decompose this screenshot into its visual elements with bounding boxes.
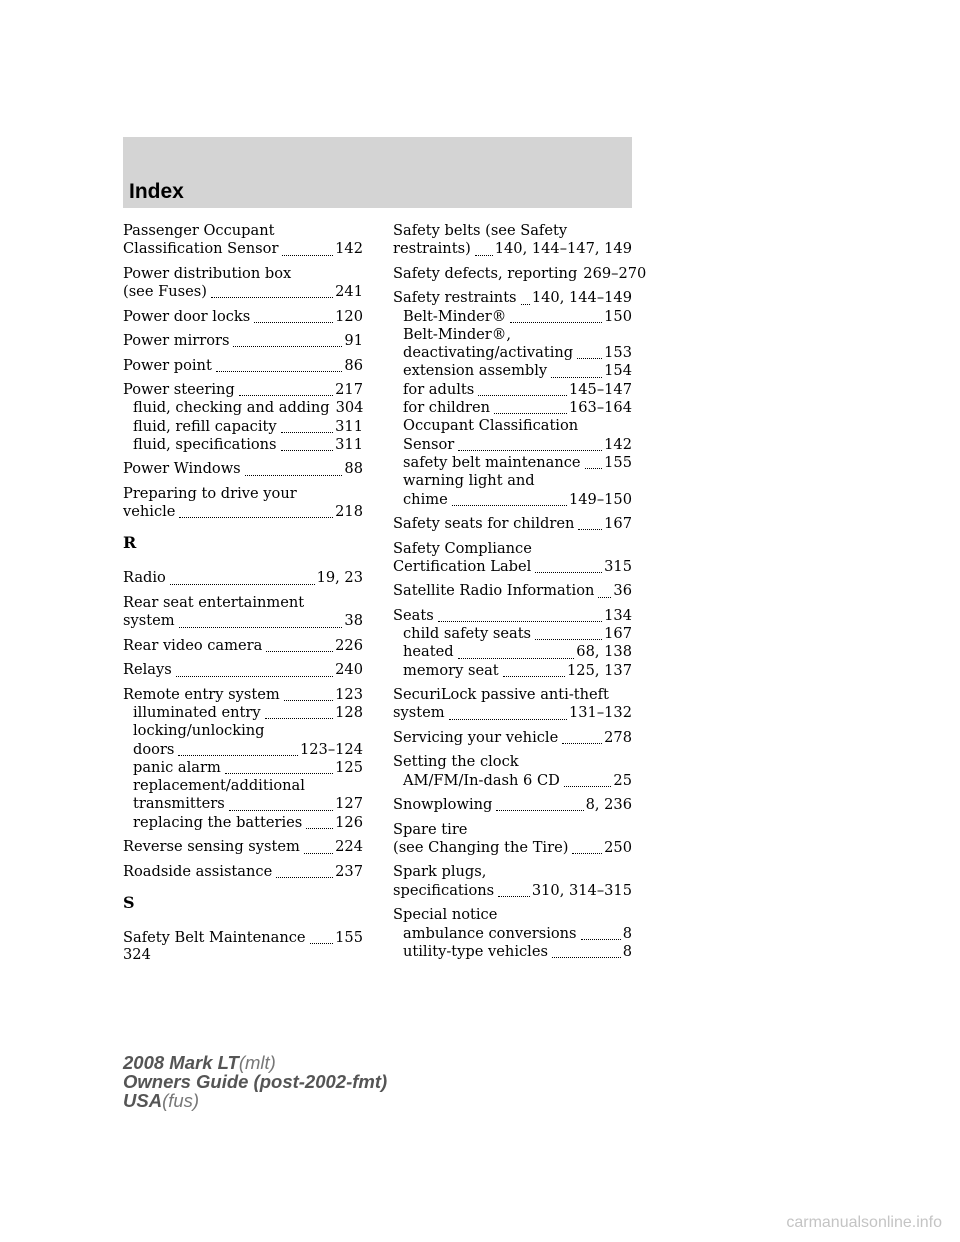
index-entry [393, 289, 632, 509]
index-entry-term: SecuriLock passive anti-theft [393, 686, 609, 704]
index-column-right [393, 222, 647, 967]
index-entry-term: transmitters [133, 795, 225, 813]
index-entry-line [133, 704, 363, 722]
dot-leader [449, 715, 567, 720]
index-entry [393, 540, 632, 577]
index-page-ref: 240 [335, 661, 363, 679]
index-entry-line [403, 381, 632, 399]
index-entry-term: vehicle [123, 503, 176, 521]
index-page-ref: 226 [335, 636, 363, 654]
index-subentry [393, 381, 632, 399]
dot-leader [233, 342, 342, 347]
index-entry-term: Occupant Classification [403, 417, 579, 435]
index-page-ref: 36 [613, 582, 632, 600]
index-entry-line [393, 558, 632, 576]
index-page-ref: 86 [344, 356, 363, 374]
index-entry-term: restraints) [393, 240, 471, 258]
index-entry [393, 686, 632, 723]
index-subentry [123, 704, 363, 722]
index-page-ref: 25 [613, 771, 632, 789]
index-page-ref: 311 [335, 417, 363, 435]
index-entry-term: specifications [393, 881, 495, 899]
index-entry [123, 929, 363, 947]
index-entry-line [123, 929, 363, 947]
index-entry-term: replacement/additional [133, 777, 305, 795]
index-entry-line [403, 399, 632, 417]
dot-leader [239, 391, 333, 396]
index-entry-term: Power Windows [123, 460, 241, 478]
dot-leader [265, 714, 334, 719]
index-entry-term: (see Changing the Tire) [393, 838, 569, 856]
index-subentry [393, 326, 632, 363]
index-entry [123, 308, 363, 326]
index-entry [123, 222, 363, 259]
index-entry-term: Belt-Minder®, [403, 325, 512, 343]
index-entry-term: Servicing your vehicle [393, 728, 559, 746]
index-entry-line [123, 503, 363, 521]
index-page-ref: 167 [604, 515, 632, 533]
index-entry [393, 582, 632, 600]
index-page-ref: 149–150 [568, 490, 632, 508]
index-entry [393, 264, 647, 283]
section-letter: R [123, 533, 137, 553]
dot-leader [498, 892, 530, 897]
index-subentry [393, 625, 632, 643]
index-entry-line [123, 637, 363, 655]
index-entry-term: AM/FM/In-dash 6 CD [403, 771, 560, 789]
index-entry-term: panic alarm [133, 758, 221, 776]
index-page-ref: 125 [335, 758, 363, 776]
index-entry [123, 332, 363, 350]
dot-leader [577, 354, 602, 359]
index-entry-line [393, 582, 632, 600]
index-entry-line [393, 607, 632, 625]
index-entry-term: for children [403, 399, 491, 417]
index-entry-term: Sensor [403, 435, 455, 453]
index-subentry [393, 772, 632, 790]
index-entry-term: Reverse sensing system [123, 838, 300, 856]
dot-leader [478, 391, 567, 396]
index-page-ref: 8, 236 [585, 796, 632, 814]
index-entry-line [393, 882, 632, 900]
index-entry-term: Certification Label [393, 557, 532, 575]
dot-leader [276, 873, 333, 878]
index-entry-line [123, 686, 363, 704]
index-subentry [393, 417, 632, 454]
index-entry-line [403, 491, 632, 509]
index-page-ref: 125, 137 [567, 661, 632, 679]
index-entry-term: warning light and [403, 472, 535, 490]
page-title: Index [129, 180, 184, 203]
index-entry-term: chime [403, 490, 448, 508]
index-page-ref: 140, 144–147, 149 [494, 240, 632, 258]
footer-model: 2008 Mark LT [123, 1052, 239, 1073]
index-page-ref: 315 [604, 557, 632, 575]
index-subentry [123, 418, 363, 436]
index-entry-term: Snowplowing [393, 796, 493, 814]
index-entry-term: Safety restraints [393, 289, 517, 307]
index-entry-line [403, 925, 632, 943]
index-page-ref: 155 [335, 929, 363, 947]
index-entry [393, 796, 632, 814]
index-page-ref: 142 [335, 240, 363, 258]
index-page-ref: 123 [335, 685, 363, 703]
dot-leader [245, 471, 343, 476]
index-page-ref: 237 [335, 862, 363, 880]
dot-leader [306, 824, 333, 829]
index-entry-term: Power point [123, 356, 212, 374]
header-band [123, 137, 632, 208]
index-page-ref: 241 [335, 283, 363, 301]
index-entry-term: Preparing to drive your [123, 484, 297, 502]
dot-leader [572, 849, 602, 854]
index-entry-term: system [393, 704, 445, 722]
index-entry-term: Power mirrors [123, 332, 230, 350]
index-subentry [123, 399, 363, 417]
index-entry [393, 863, 632, 900]
index-entry-line [393, 729, 632, 747]
index-entry-term: Passenger Occupant [123, 222, 275, 239]
index-subentry [393, 643, 632, 661]
dot-leader [170, 580, 315, 585]
footer-guide: Owners Guide (post-2002-fmt) [123, 1071, 388, 1092]
index-subentry [123, 759, 363, 777]
index-entry [123, 661, 363, 679]
dot-leader [310, 939, 334, 944]
index-entry-line [393, 240, 632, 258]
index-entry-line [393, 839, 632, 857]
index-page-ref: 120 [335, 307, 363, 325]
index-entry-term: child safety seats [403, 625, 532, 643]
dot-leader [458, 446, 602, 451]
index-entry-line [123, 283, 363, 301]
index-entry-line [123, 332, 363, 350]
index-entry [123, 485, 363, 522]
index-entry-term: fluid, refill capacity [133, 417, 277, 435]
dot-leader [475, 251, 493, 256]
dot-leader [176, 672, 333, 677]
index-subentry [393, 454, 632, 472]
dot-leader [510, 318, 602, 323]
index-entry-line [403, 625, 632, 643]
index-page-ref: 224 [335, 838, 363, 856]
index-entry-line [403, 454, 632, 472]
dot-leader [178, 751, 298, 756]
index-entry-line [123, 381, 363, 399]
index-entry-term: Satellite Radio Information [393, 582, 595, 600]
index-entry-term: Safety Compliance [393, 539, 532, 557]
index-entry-term: heated [403, 643, 454, 661]
index-entry-line [403, 308, 632, 326]
index-entry-line [403, 772, 632, 790]
index-entry-term: Rear seat entertainment [123, 593, 305, 611]
index-entry-term: Safety Belt Maintenance [123, 929, 306, 947]
index-entry-line [393, 704, 632, 722]
index-page-ref: 311 [335, 435, 363, 453]
index-entry-term: replacing the batteries [133, 813, 303, 831]
dot-leader [438, 617, 602, 622]
index-page-ref: 91 [344, 332, 363, 350]
index-subentry [393, 362, 632, 380]
index-entry-term: ambulance conversions [403, 924, 577, 942]
index-entry-line [133, 795, 363, 813]
index-entry-term: Power door locks [123, 307, 251, 325]
dot-leader [564, 782, 612, 787]
index-page-ref: 68, 138 [576, 643, 632, 661]
section-letter: S [123, 893, 135, 913]
index-entry-line [393, 289, 632, 307]
index-entry-term: Safety belts (see Safety [393, 222, 568, 239]
dot-leader [254, 318, 333, 323]
index-entry [123, 265, 363, 302]
dot-leader [284, 696, 333, 701]
index-page-ref: 310, 314–315 [531, 881, 632, 899]
dot-leader [266, 647, 333, 652]
index-entry-line [393, 264, 647, 283]
dot-leader [496, 806, 583, 811]
dot-leader [503, 672, 565, 677]
index-entry-line [403, 643, 632, 661]
index-entry-term: Classification Sensor [123, 240, 279, 258]
dot-leader [179, 623, 343, 628]
dot-leader [578, 525, 602, 530]
index-entry-line [403, 662, 632, 680]
index-entry-term: Rear video camera [123, 636, 263, 654]
index-page-ref: 38 [344, 612, 363, 630]
index-subentry [123, 436, 363, 454]
index-entry-line [393, 796, 632, 814]
index-entry-term: memory seat [403, 661, 499, 679]
index-entry-term: Belt-Minder® [403, 307, 507, 325]
index-entry [393, 906, 632, 961]
dot-leader [598, 593, 611, 598]
dot-leader [521, 300, 530, 305]
index-subentry [393, 399, 632, 417]
index-entry-term: Safety seats for children [393, 515, 575, 533]
index-page-ref: 123–124 [299, 740, 363, 758]
dot-leader [494, 409, 567, 414]
index-column-left [123, 222, 363, 954]
index-entry-term: Roadside assistance [123, 862, 273, 880]
index-page-ref: 269–270 [583, 264, 647, 282]
index-entry-line [123, 240, 363, 258]
index-entry-line [403, 344, 632, 362]
index-page-ref: 217 [335, 381, 363, 399]
index-entry-line [123, 357, 363, 375]
index-entry [123, 381, 363, 454]
index-entry-term: illuminated entry [133, 704, 261, 721]
dot-leader [585, 464, 603, 469]
dot-leader [282, 251, 333, 256]
index-entry-term: locking/unlocking [133, 722, 265, 740]
index-entry-term: deactivating/activating [403, 344, 574, 362]
index-entry-term: (see Fuses) [123, 283, 207, 301]
dot-leader [229, 806, 333, 811]
index-entry-line [133, 418, 363, 436]
index-page-ref: 128 [335, 704, 363, 721]
index-page-ref: 8 [622, 942, 632, 960]
index-entry [123, 357, 363, 375]
index-page-ref: 134 [604, 606, 632, 624]
dot-leader [535, 635, 602, 640]
index-entry-term: for adults [403, 380, 475, 398]
index-page-ref: 145–147 [568, 380, 632, 398]
dot-leader [211, 293, 333, 298]
index-page-ref: 8 [622, 924, 632, 942]
index-entry [123, 637, 363, 655]
dot-leader [581, 935, 621, 940]
index-entry [123, 838, 363, 856]
index-page-ref: 19, 23 [316, 569, 363, 587]
dot-leader [225, 769, 333, 774]
dot-leader [551, 373, 602, 378]
index-subentry [393, 472, 632, 509]
index-page-ref: 153 [604, 344, 632, 362]
index-subentry [123, 722, 363, 759]
dot-leader [562, 739, 602, 744]
index-entry [123, 460, 363, 478]
index-page-ref: 154 [604, 362, 632, 380]
index-entry-line [123, 612, 363, 630]
index-entry-line [403, 436, 632, 454]
document-footer [123, 1053, 387, 1110]
index-subentry [393, 308, 632, 326]
index-entry-term: Radio [123, 569, 166, 587]
index-page-ref: 250 [604, 838, 632, 856]
index-entry-line [123, 569, 363, 587]
index-entry-term: Power steering [123, 381, 235, 399]
index-entry-line [133, 399, 363, 417]
dot-leader [179, 513, 333, 518]
index-entry-line [123, 838, 363, 856]
index-entry-term: Spare tire [393, 820, 468, 838]
index-entry-line [123, 308, 363, 326]
index-entry-term: doors [133, 740, 175, 758]
index-page-ref: 278 [604, 728, 632, 746]
index-entry-line [403, 943, 632, 961]
index-entry-term: Seats [393, 606, 434, 624]
index-entry [393, 607, 632, 680]
page-number: 324 [123, 946, 151, 963]
index-entry-term: system [123, 612, 175, 630]
index-entry-term: Spark plugs, [393, 863, 487, 881]
index-entry-line [133, 436, 363, 454]
index-entry-line [123, 863, 363, 881]
index-entry-term: fluid, checking and adding [133, 399, 330, 417]
index-entry-term: safety belt maintenance [403, 453, 581, 471]
index-page-ref: 126 [335, 813, 363, 831]
index-entry-term: Safety defects, reporting [393, 264, 578, 282]
index-entry [123, 569, 363, 587]
index-page-ref: 304 [335, 399, 364, 417]
footer-model-code: (mlt) [238, 1052, 276, 1073]
index-page-ref: 140, 144–149 [531, 289, 632, 307]
index-entry-term: extension assembly [403, 362, 548, 380]
index-page-ref: 131–132 [568, 704, 632, 722]
dot-leader [535, 568, 602, 573]
index-entry-line [133, 741, 363, 759]
footer-market: USA [123, 1090, 163, 1111]
index-entry-line [123, 460, 363, 478]
index-entry [123, 686, 363, 832]
index-page-ref: 88 [344, 460, 363, 478]
index-subentry [393, 943, 632, 961]
index-entry [393, 821, 632, 858]
index-entry-term: Setting the clock [393, 753, 519, 771]
dot-leader [281, 446, 334, 451]
index-entry [393, 729, 632, 747]
index-entry [123, 863, 363, 881]
index-entry-line [133, 814, 363, 832]
dot-leader [452, 501, 567, 506]
index-page-ref: 155 [604, 453, 632, 471]
index-entry-line [123, 661, 363, 679]
watermark: carmanualsonline.info [786, 1214, 942, 1231]
index-entry-line [393, 515, 632, 533]
index-entry [393, 515, 632, 533]
index-page-ref: 142 [604, 435, 632, 453]
index-page-ref: 167 [604, 625, 632, 643]
dot-leader [458, 654, 575, 659]
index-entry [393, 222, 632, 259]
index-entry-line [133, 759, 363, 777]
index-entry-term: Relays [123, 661, 172, 679]
index-entry [393, 753, 632, 790]
index-subentry [393, 662, 632, 680]
index-page-ref: 218 [335, 503, 363, 521]
index-entry-line [403, 362, 632, 380]
footer-market-code: (fus) [162, 1090, 200, 1111]
index-subentry [123, 814, 363, 832]
index-entry-term: Remote entry system [123, 685, 280, 703]
index-page-ref: 127 [335, 795, 363, 813]
index-page-ref: 150 [604, 307, 632, 325]
dot-leader [552, 953, 621, 958]
index-entry-term: utility-type vehicles [403, 942, 548, 960]
dot-leader [216, 367, 343, 372]
index-entry [123, 594, 363, 631]
index-entry-term: Special notice [393, 906, 498, 924]
dot-leader [304, 849, 333, 854]
dot-leader [281, 428, 334, 433]
index-page-ref: 163–164 [568, 399, 632, 417]
index-subentry [123, 777, 363, 814]
index-entry-term: Power distribution box [123, 264, 292, 282]
index-subentry [393, 925, 632, 943]
index-entry-term: fluid, specifications [133, 435, 277, 453]
